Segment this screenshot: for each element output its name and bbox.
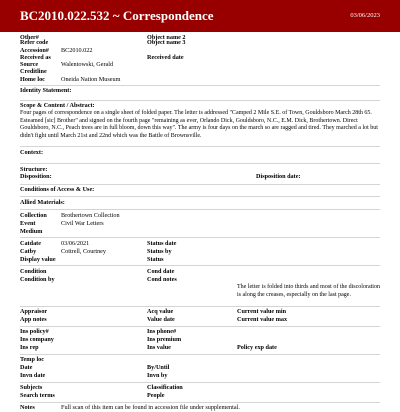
event-value: Civil War Letters	[61, 219, 104, 227]
collection-label: Collection	[20, 211, 47, 219]
status-by-label: Status by	[147, 247, 172, 255]
field-row	[20, 392, 380, 400]
notes-text: Full scan of this item can be found in accession file under supplemental.	[61, 404, 240, 412]
field-row	[20, 76, 380, 83]
ins-rep-label: Ins rep	[20, 344, 39, 352]
refer-code-value	[61, 39, 147, 46]
cond-date-label: Cond date	[147, 267, 175, 275]
invn-date-label: Invn date	[20, 372, 46, 380]
object-name-3-label: Object name 3	[147, 39, 186, 47]
catdate-value: 03/06/2021	[61, 239, 90, 247]
field-row	[20, 68, 380, 75]
field-row	[20, 328, 380, 336]
collection-value: Brothertown Collection	[61, 211, 120, 219]
home-loc-label: Home loc	[20, 75, 45, 83]
identity-statement-label: Identity Statement:	[20, 87, 72, 95]
condition-label: Condition	[20, 267, 47, 275]
creditline-label: Creditline	[20, 68, 47, 76]
field-row	[20, 356, 380, 364]
refer-code-label: Refer code	[20, 39, 49, 47]
current-value-min-label: Current value min	[237, 308, 287, 316]
acq-value-label: Acq value	[147, 308, 174, 316]
creditline-value	[61, 68, 147, 75]
field-row	[20, 39, 380, 46]
field-row	[20, 54, 380, 61]
other-label: Other#	[20, 34, 39, 41]
field-row	[20, 256, 380, 264]
scope-content-label: Scope & Content / Abstract:	[20, 102, 95, 110]
event-label: Event	[20, 219, 36, 227]
cond-notes-text: The letter is folded into thirds and most of the discoloration is along the creases, especially on the last page.	[237, 283, 380, 298]
record-date: 03/06/2023	[350, 12, 380, 19]
ins-company-label: Ins company	[20, 336, 54, 344]
received-date-value	[237, 54, 380, 61]
notes-row	[20, 404, 380, 411]
app-notes-label: App notes	[20, 316, 47, 324]
structure-label: Structure:	[20, 165, 48, 173]
ins-premium-label: Ins premium	[147, 336, 182, 344]
invn-by-label: Invn by	[147, 372, 168, 380]
ins-value-label: Ins value	[147, 344, 171, 352]
field-row	[20, 220, 380, 228]
status-label: Status	[147, 255, 164, 263]
field-row	[20, 344, 380, 352]
disposition-date-label: Disposition date:	[256, 173, 301, 181]
temp-loc-label: Temp loc	[20, 356, 45, 364]
date-label: Date	[20, 364, 33, 372]
conditions-access-label: Conditions of Access & Use:	[20, 186, 95, 194]
source-value: Walentowski, Gerald	[61, 61, 114, 69]
field-row	[20, 240, 380, 248]
catby-label: Catby	[20, 247, 37, 255]
record-body	[20, 32, 380, 412]
ins-policy-label: Ins policy#	[20, 328, 49, 336]
disposition-row	[20, 173, 380, 180]
value-date-label: Value date	[147, 316, 175, 324]
received-date-label: Received date	[147, 53, 184, 61]
accession-value: BC2010.022	[61, 46, 93, 54]
field-row	[20, 32, 380, 39]
object-name-2-label: Object name 2	[147, 34, 186, 41]
source-label: Source	[20, 61, 39, 69]
disposition-label: Disposition:	[20, 173, 52, 181]
field-row	[20, 47, 380, 54]
status-date-label: Status date	[147, 239, 177, 247]
record-title: BC2010.022.532 ~ Correspondence	[20, 8, 214, 23]
field-row	[20, 372, 380, 380]
medium-label: Medium	[20, 227, 43, 235]
field-row	[20, 384, 380, 392]
accession-label: Accession#	[20, 46, 49, 54]
appraisor-label: Appraisor	[20, 308, 48, 316]
by-until-label: By/Until	[147, 364, 170, 372]
condition-by-label: Condition by	[20, 275, 55, 283]
scope-content-text: Four pages of correspondence on a single sheet of folded paper. The letter is addressed "Camped 2 Mile S.E. of Town, Gouldsboro March 28th 65. Esteamed [sic] Brother" and signed on the fourth page "remaining as ever, Orlando Dick, Gouldsboro, N.C., E.M. Dick, Brothertown. Direct Gouldsboro, N.C., Peach trees are in full bloom, down this way". The army is four days on the march so are ragged and tired. They marched a lot but didn't fight until March 21st and 22nd which was the Battle of Brownsville.	[20, 110, 378, 139]
current-value-max-label: Current value max	[237, 316, 288, 324]
field-row	[20, 276, 380, 284]
field-row	[20, 268, 380, 276]
field-row	[20, 284, 380, 300]
field-row	[20, 308, 380, 316]
subjects-label: Subjects	[20, 384, 43, 392]
field-row	[20, 336, 380, 344]
field-row	[20, 228, 380, 236]
allied-materials-label: Allied Materials:	[20, 198, 65, 206]
received-as-value	[61, 54, 147, 61]
received-as-label: Received as	[20, 53, 51, 61]
field-row	[20, 212, 380, 220]
field-row	[20, 364, 380, 372]
catdate-label: Catdate	[20, 239, 41, 247]
ins-phone-label: Ins phone#	[147, 328, 177, 336]
catby-value: Cottrell, Courtney	[61, 247, 107, 255]
search-terms-label: Search terms	[20, 392, 55, 400]
cond-notes-label: Cond notes	[147, 275, 177, 283]
display-value-label: Display value	[20, 255, 56, 263]
classification-label: Classification	[147, 384, 183, 392]
context-label: Context:	[20, 148, 44, 156]
field-row	[20, 248, 380, 256]
policy-exp-date-label: Policy exp date	[237, 344, 277, 352]
home-loc-value: Oneida Nation Museum	[61, 75, 121, 83]
people-label: People	[147, 392, 165, 400]
field-row	[20, 61, 380, 68]
field-row	[20, 316, 380, 324]
record-header	[0, 0, 400, 32]
medium-value	[61, 228, 147, 236]
object-name-3-value	[237, 39, 380, 46]
notes-label: Notes	[20, 404, 35, 412]
